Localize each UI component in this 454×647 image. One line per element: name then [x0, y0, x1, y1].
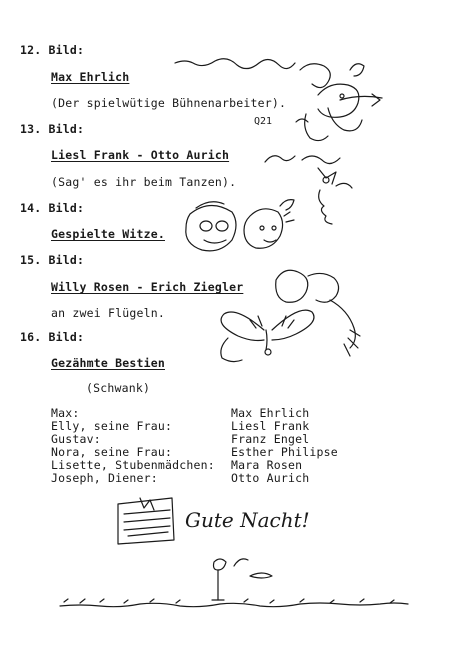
- cast-actor: Max Ehrlich: [231, 406, 310, 420]
- handwritten-signature: Gute Nacht!: [185, 508, 310, 532]
- scene-14-title: Gespielte Witze.: [51, 227, 165, 241]
- scene-12-subtitle: (Der spielwütige Bühnenarbeiter).: [51, 96, 287, 110]
- cast-role: Elly, seine Frau:: [51, 419, 173, 433]
- scene-15-subtitle: an zwei Flügeln.: [51, 306, 165, 320]
- cast-role: Gustav:: [51, 432, 101, 446]
- piano-sketch-doodle: [118, 498, 174, 544]
- scene-13-subtitle: (Sag' es ihr beim Tanzen).: [51, 175, 237, 189]
- scene-16-subtitle: (Schwank): [86, 381, 151, 395]
- cast-role: Max:: [51, 406, 80, 420]
- scene-16-title: Gezähmte Bestien: [51, 356, 165, 370]
- scene-14-number: 14. Bild:: [20, 201, 85, 215]
- scene-12-title: Max Ehrlich: [51, 70, 130, 84]
- night-scene-doodle: [60, 559, 408, 607]
- dancing-figure-doodle: [265, 156, 352, 224]
- scene-16-number: 16. Bild:: [20, 330, 85, 344]
- two-faces-doodle: [186, 200, 294, 251]
- cast-actor: Liesl Frank: [231, 419, 310, 433]
- scene-15-title: Willy Rosen - Erich Ziegler: [51, 280, 244, 294]
- cast-role: Joseph, Diener:: [51, 471, 158, 485]
- scene-13-title: Liesl Frank - Otto Aurich: [51, 148, 230, 162]
- cast-actor: Franz Engel: [231, 432, 310, 446]
- cast-role: Lisette, Stubenmädchen:: [51, 458, 215, 472]
- cast-actor: Mara Rosen: [231, 458, 303, 472]
- cast-role: Nora, seine Frau:: [51, 445, 173, 459]
- doodle-initials: Q21: [254, 116, 273, 127]
- cast-actor: Esther Philipse: [231, 445, 338, 459]
- scene-13-number: 13. Bild:: [20, 122, 85, 136]
- scene-15-number: 15. Bild:: [20, 253, 85, 267]
- scene-12-number: 12. Bild:: [20, 43, 85, 57]
- cast-actor: Otto Aurich: [231, 471, 310, 485]
